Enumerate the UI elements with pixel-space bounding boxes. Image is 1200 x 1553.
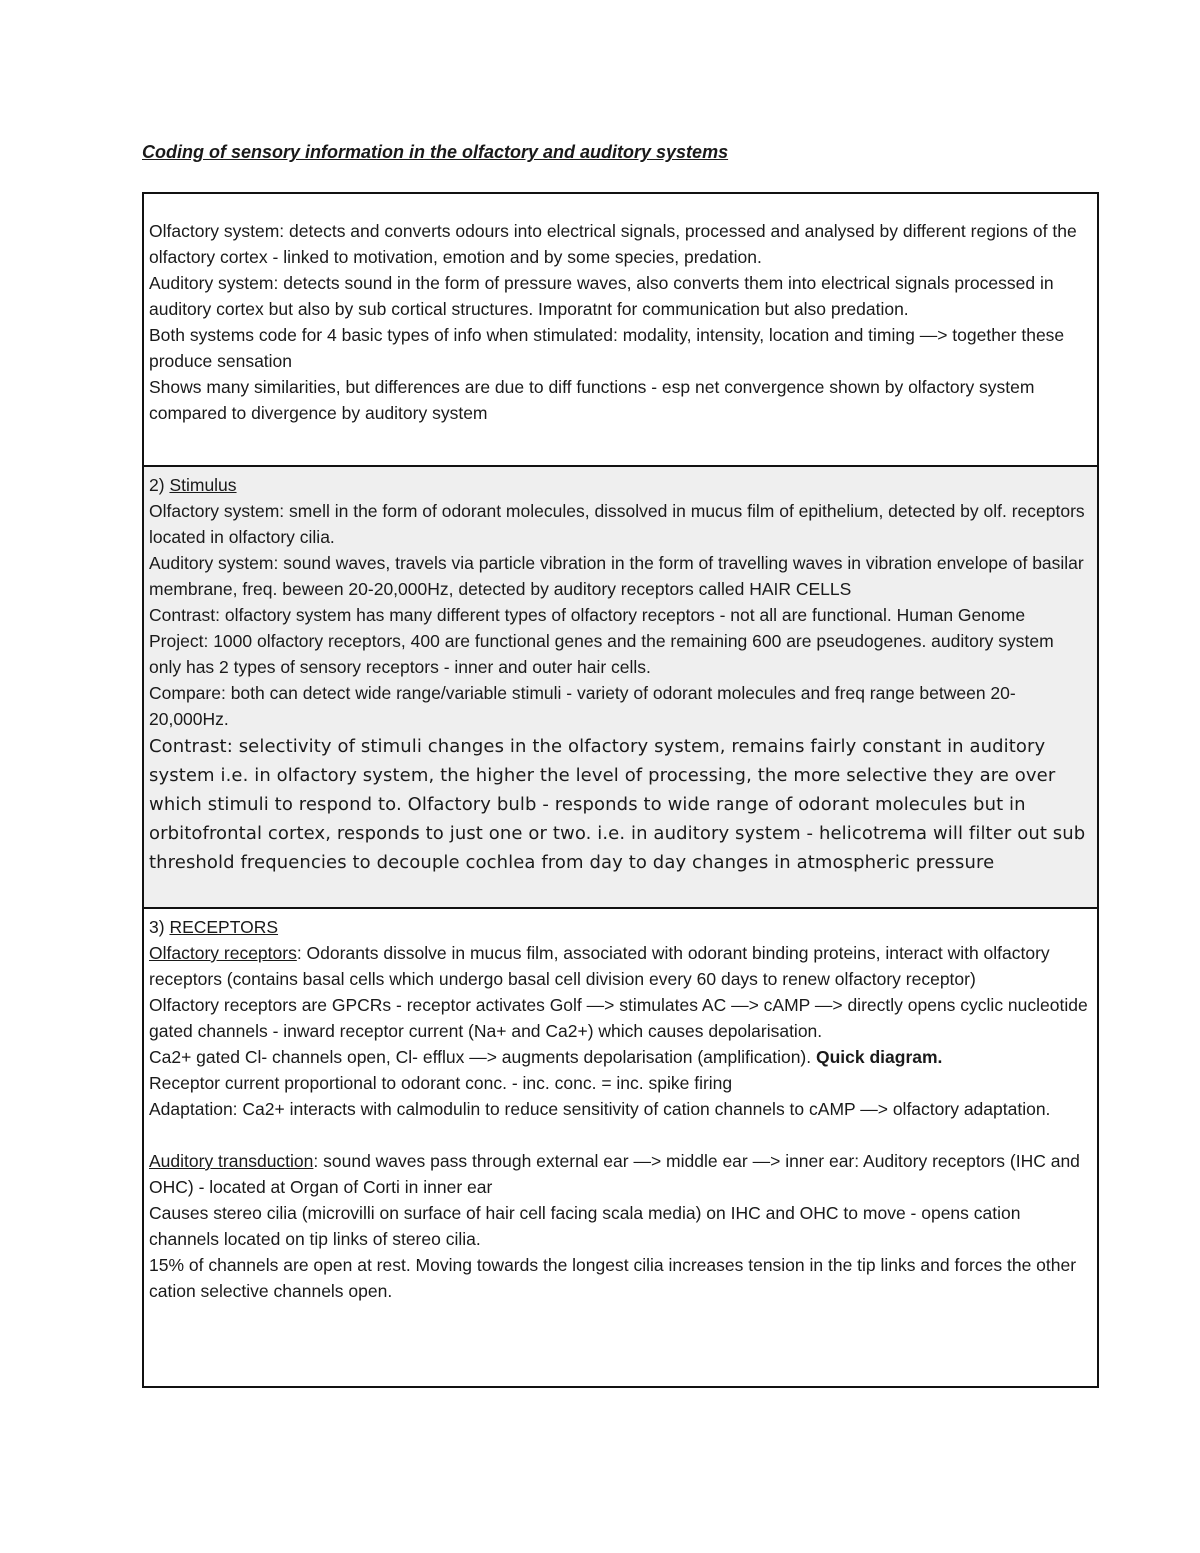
document-title: Coding of sensory information in the olfactory and auditory systems [142, 142, 729, 162]
overview-auditory-paragraph: Auditory system: detects sound in the form of pressure waves, also converts them into electrical signals processed in auditory cortex but also by sub cortical structures. Imporatnt for communication but also predation. [149, 273, 1054, 319]
stimulus-compare-paragraph: Compare: both can detect wide range/variable stimuli - variety of odorant molecules and freq range between 20-20,000Hz. [149, 683, 1016, 729]
section-heading: Stimulus [169, 475, 237, 495]
overview-olfactory-paragraph: Olfactory system: detects and converts odours into electrical signals, processed and analysed by different regions of the olfactory cortex - linked to motivation, emotion and by some species, predation. [149, 221, 1077, 267]
quick-diagram-note: Quick diagram. [815, 1047, 943, 1067]
channels-at-rest-paragraph: 15% of channels are open at rest. Moving towards the longest cilia increases tension in the tip links and forces the other cation selective channels open. [149, 1255, 1077, 1301]
section-heading: RECEPTORS [169, 917, 279, 937]
section-overview [144, 194, 1097, 467]
blank-line [149, 1122, 1089, 1148]
receptors-heading-line [149, 914, 1089, 940]
olfactory-receptors-paragraph [149, 940, 1089, 992]
overview-coding-paragraph: Both systems code for 4 basic types of info when stimulated: modality, intensity, location and timing —> together these produce sensation [149, 325, 1065, 371]
gpcr-paragraph: Olfactory receptors are GPCRs - receptor activates Golf —> stimulates AC —> cAMP —> directly opens cyclic nucleotide gated channels - inward receptor current (Na+ and Ca2+) which causes depolarisation. [149, 995, 1088, 1041]
olfactory-receptors-text: : Odorants dissolve in mucus film, associated with odorant binding proteins, interact with olfactory receptors (contains basal cells which undergo basal cell division every 60 days to renew olfactory receptor) [149, 943, 1050, 989]
overview-comparison-paragraph: Shows many similarities, but differences are due to diff functions - esp net convergence shown by olfactory system compared to divergence by auditory system [149, 377, 1035, 423]
adaptation-paragraph: Adaptation: Ca2+ interacts with calmodulin to reduce sensitivity of cation channels to cAMP —> olfactory adaptation. [149, 1099, 1051, 1119]
auditory-transduction-label: Auditory transduction [149, 1151, 314, 1171]
chloride-paragraph [149, 1044, 1089, 1070]
notes-table [142, 192, 1099, 1388]
auditory-transduction-text: : sound waves pass through external ear —> middle ear —> inner ear: Auditory receptors (IHC and OHC) - located at Organ of Corti in inner ear [149, 1151, 1080, 1197]
section-number: 2) [149, 475, 170, 495]
stimulus-auditory-paragraph: Auditory system: sound waves, travels via particle vibration in the form of travelling waves in vibration envelope of basilar membrane, freq. beween 20-20,000Hz, detected by auditory receptors called HAIR CELLS [149, 553, 1084, 599]
auditory-transduction-paragraph [149, 1148, 1089, 1200]
section-stimulus [144, 467, 1097, 909]
stimulus-heading-line [149, 472, 1089, 498]
section-number: 3) [149, 917, 170, 937]
receptor-current-paragraph: Receptor current proportional to odorant conc. - inc. conc. = inc. spike firing [149, 1073, 733, 1093]
section-receptors [144, 909, 1097, 1386]
stereo-cilia-paragraph: Causes stereo cilia (microvilli on surface of hair cell facing scala media) on IHC and OHC to move - opens cation channels located on tip links of stereo cilia. [149, 1203, 1021, 1249]
olfactory-receptors-label: Olfactory receptors [149, 943, 297, 963]
stimulus-contrast-paragraph: Contrast: olfactory system has many different types of olfactory receptors - not all are functional. Human Genome Project: 1000 olfactory receptors, 400 are functional genes and the remaining 600 are pseudogenes. auditory system only has 2 types of sensory receptors - inner and outer hair cells. [149, 605, 1054, 677]
stimulus-olfactory-paragraph: Olfactory system: smell in the form of odorant molecules, dissolved in mucus film of epithelium, detected by olf. receptors located in olfactory cilia. [149, 501, 1085, 547]
chloride-text: Ca2+ gated Cl- channels open, Cl- efflux —> augments depolarisation (amplification). [149, 1047, 816, 1067]
stimulus-selectivity-paragraph: Contrast: selectivity of stimuli changes in the olfactory system, remains fairly constant in auditory system i.e. in olfactory system, the higher the level of processing, the more selective they are over which stimuli to respond to. Olfactory bulb - responds to wide range of odorant molecules but in orbitofrontal cortex, responds to just one or two. i.e. in auditory system - helicotrema will filter out sub threshold frequencies to decouple cochlea from day to day changes in atmospheric pressure [149, 736, 1086, 873]
